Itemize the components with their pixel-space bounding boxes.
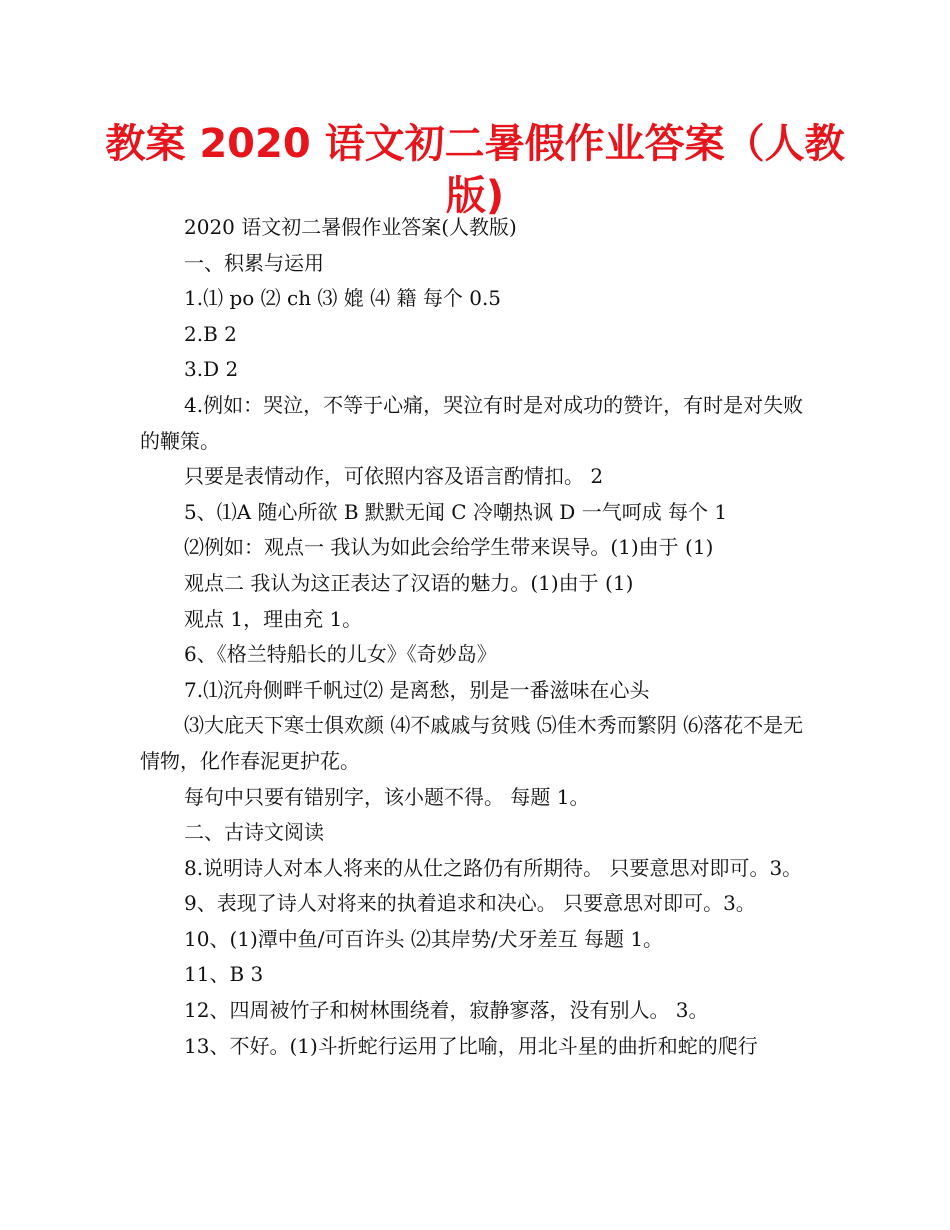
paragraph: 观点 1，理由充 1。 bbox=[184, 606, 363, 631]
paragraph: 5、⑴A 随心所欲 B 默默无闻 C 冷嘲热讽 D 一气呵成 每个 1 bbox=[184, 499, 728, 524]
paragraph: 13、不好。(1)斗折蛇行运用了比喻，用北斗星的曲折和蛇的爬行 bbox=[184, 1033, 758, 1058]
document-body bbox=[140, 210, 820, 1064]
paragraph: 8.说明诗人对本人将来的从仕之路仍有所期待。 只要意思对即可。3。 bbox=[184, 855, 803, 880]
document-title: 教案 2020 语文初二暑假作业答案（人教版) bbox=[105, 121, 845, 219]
paragraph: 11、B 3 bbox=[184, 962, 264, 987]
paragraph: 每句中只要有错别字，该小题不得。 每题 1。 bbox=[184, 784, 590, 809]
paragraph: 3.D 2 bbox=[184, 357, 239, 382]
paragraph: 只要是表情动作，可依照内容及语言酌情扣。 2 bbox=[184, 464, 604, 489]
paragraph: ⑵例如：观点一 我认为如此会给学生带来误导。(1)由于 (1) bbox=[184, 535, 714, 560]
paragraph: 9、表现了诗人对将来的执着追求和决心。 只要意思对即可。3。 bbox=[184, 891, 756, 916]
paragraph: 12、四周被竹子和树林围绕着，寂静寥落，没有别人。 3。 bbox=[184, 998, 709, 1023]
paragraph: 6、《格兰特船长的儿女》《奇妙岛》 bbox=[184, 642, 497, 667]
paragraph: 7.⑴沉舟侧畔千帆过⑵ 是离愁，别是一番滋味在心头 bbox=[184, 677, 650, 702]
paragraph: 2.B 2 bbox=[184, 321, 237, 346]
paragraph: 观点二 我认为这正表达了汉语的魅力。(1)由于 (1) bbox=[184, 570, 634, 595]
section-heading: 二、古诗文阅读 bbox=[184, 820, 324, 845]
paragraph: 2020 语文初二暑假作业答案(人教版) bbox=[184, 215, 517, 239]
paragraph: 4.例如：哭泣，不等于心痛，哭泣有时是对成功的赞许，有时是对失败的鞭策。 bbox=[140, 392, 804, 453]
paragraph: ⑶大庇天下寒士俱欢颜 ⑷不戚戚与贫贱 ⑸佳木秀而繁阴 ⑹落花不是无情物，化作春泥更护花。 bbox=[140, 713, 804, 773]
paragraph: 1.⑴ po ⑵ ch ⑶ 媲 ⑷ 籍 每个 0.5 bbox=[184, 286, 502, 311]
paragraph: 10、(1)潭中鱼/可百许头 ⑵其岸势/犬牙差互 每题 1。 bbox=[184, 926, 664, 951]
section-heading: 一、积累与运用 bbox=[184, 250, 324, 275]
